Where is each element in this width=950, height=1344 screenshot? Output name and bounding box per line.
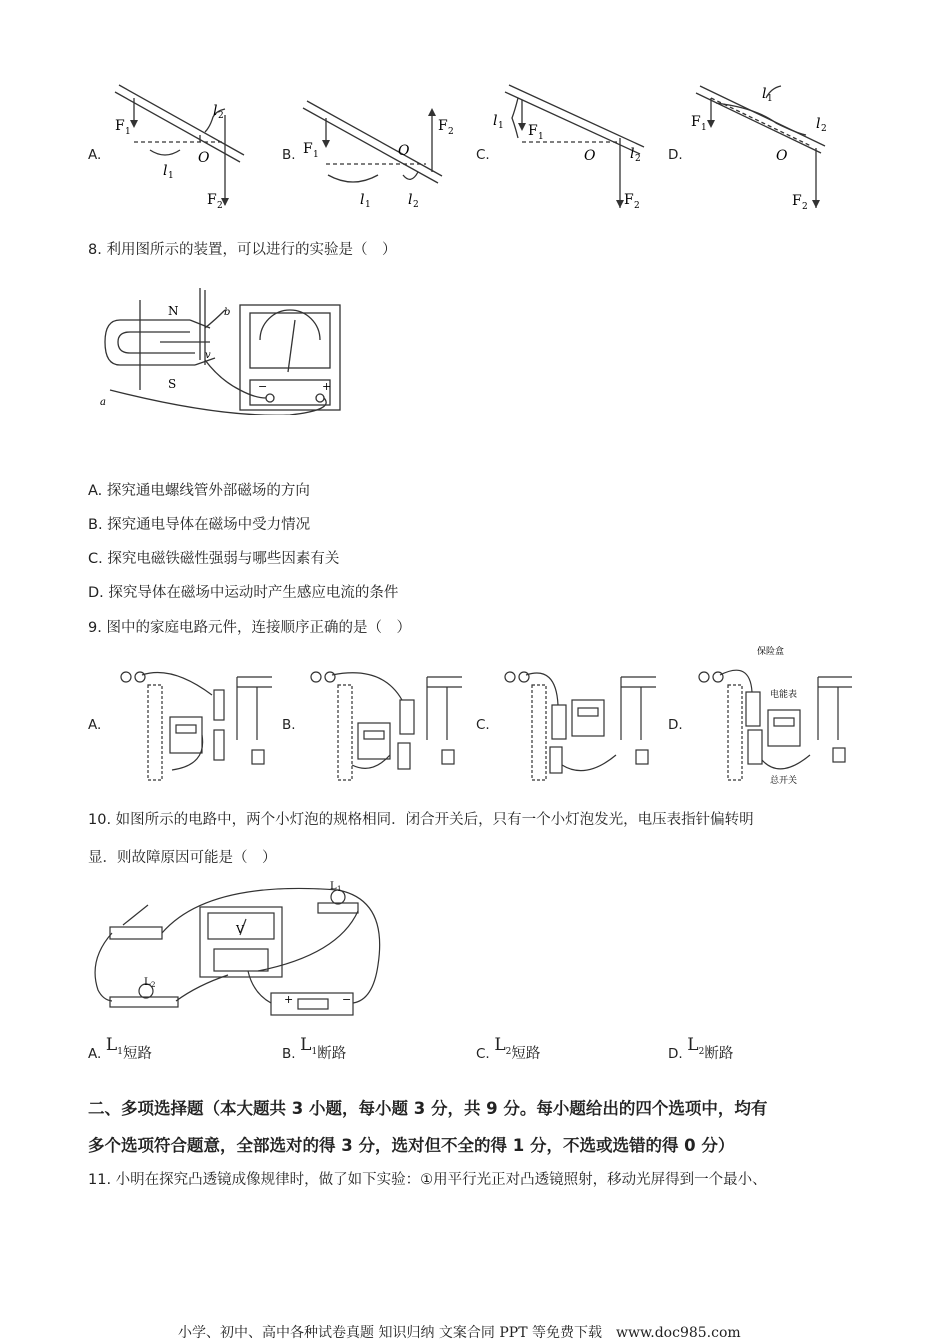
q10-d-letter: D. (668, 1046, 683, 1062)
q9-option-a-figure (112, 655, 282, 785)
q8-a-label: a (100, 397, 106, 408)
q10-stem-line1: 10. 如图所示的电路中，两个小灯泡的规格相同．闭合开关后，只有一个小灯泡发光，电压表指针偏转明 (88, 812, 754, 828)
q7b-l1: l (360, 192, 365, 208)
q10-option-b[interactable] (282, 1035, 347, 1066)
q9d-fuse-box: 保险盒 (757, 647, 785, 657)
q10-a-letter: A. (88, 1046, 102, 1062)
q8-option-c[interactable]: C. 探究电磁铁磁性强弱与哪些因素有关 (88, 551, 340, 567)
q8-v-label: v (205, 350, 211, 361)
q10-stem-line2: 显．则故障原因可能是（ ） (88, 850, 277, 866)
q10-b-sub: 1 (311, 1047, 318, 1057)
page-footer: 小学、初中、高中各种试卷真题 知识归纳 文案合同 PPT 等免费下载 www.doc985.com (178, 1325, 741, 1341)
q10-plus: + (284, 993, 294, 1006)
q9-stem: 9. 图中的家庭电路元件，连接顺序正确的是（ ） (88, 620, 411, 636)
q7c-f2: F (624, 192, 634, 208)
q7c-f1-sub: 1 (538, 132, 544, 142)
q8-plus-label: + (322, 380, 332, 393)
q10-b-sym: L (300, 1035, 312, 1055)
q7-option-a-label[interactable]: A. (88, 147, 102, 163)
q7d-l2-sub: 2 (821, 124, 827, 134)
q10-a-sub: 1 (117, 1047, 123, 1057)
q10-option-a[interactable] (88, 1035, 152, 1066)
q10-figure-circuit (88, 875, 388, 1025)
q10-a-sym: L (105, 1035, 118, 1055)
q7d-l2: l (816, 116, 821, 132)
q7-option-d-figure (686, 78, 836, 215)
q10-d-sub: 2 (698, 1047, 705, 1057)
q7b-f1-sub: 1 (313, 150, 319, 160)
q10-option-c[interactable] (476, 1035, 541, 1066)
q10-l2-label: L (144, 977, 151, 988)
q7a-l2-sub: 2 (218, 111, 224, 121)
q7-option-b-label[interactable]: B. (282, 147, 296, 163)
q7a-f2: F (207, 192, 217, 208)
q9-option-a-label[interactable]: A. (88, 717, 102, 733)
q10-b-letter: B. (282, 1046, 296, 1062)
q7c-l1-sub: 1 (498, 121, 504, 131)
q7d-o: O (776, 148, 788, 164)
q9d-main-switch: 总开关 (770, 776, 798, 786)
q10-d-text: 断路 (704, 1046, 734, 1062)
q7b-l2: l (408, 192, 413, 208)
q8-n-label: N (168, 304, 179, 318)
q7c-l1: l (493, 113, 498, 129)
q9-option-c-figure (496, 655, 666, 785)
q7b-f2: F (438, 118, 448, 134)
q10-c-sub: 2 (505, 1047, 512, 1057)
q8-option-d[interactable]: D. 探究导体在磁场中运动时产生感应电流的条件 (88, 585, 399, 601)
q10-option-d[interactable] (668, 1035, 734, 1066)
q7b-l1-sub: 1 (365, 200, 371, 210)
q7c-o: O (584, 148, 596, 164)
q7-option-c-label[interactable]: C. (476, 147, 490, 163)
q8-minus-label: − (258, 380, 268, 393)
q8-b-label: b (224, 307, 231, 318)
q9-option-b-label[interactable]: B. (282, 717, 296, 733)
q7c-l2: l (630, 146, 635, 162)
q7c-f1: F (528, 123, 538, 139)
q7d-l1: l (762, 86, 767, 102)
q8-stem: 8. 利用图所示的装置，可以进行的实验是（ ） (88, 242, 397, 258)
q7-option-a-figure (105, 80, 245, 215)
q10-a-text: 短路 (122, 1046, 152, 1062)
q7b-f1: F (303, 141, 313, 157)
q7d-f1-sub: 1 (701, 123, 707, 133)
q7-option-c-figure (490, 80, 650, 215)
q9-option-c-label[interactable]: C. (476, 717, 490, 733)
q7a-l2: l (213, 103, 218, 119)
q7a-f1-sub: 1 (125, 127, 131, 137)
section2-heading-line2: 多个选项符合题意，全部选对的得 3 分，选对但不全的得 1 分，不选或选错的得 0 分） (88, 1136, 735, 1155)
q8-s-label: S (168, 377, 177, 391)
q7a-l1-sub: 1 (168, 171, 174, 181)
q10-d-sym: L (687, 1035, 699, 1055)
q7-option-d-label[interactable]: D. (668, 147, 683, 163)
q10-l1-sub: 1 (337, 885, 342, 893)
q9-option-b-figure (302, 655, 472, 785)
q11-stem: 11. 小明在探究凸透镜成像规律时，做了如下实验：①用平行光正对凸透镜照射，移动光屏得到一个最小、 (88, 1172, 767, 1188)
q7d-f1: F (691, 114, 701, 130)
q7a-o: O (198, 150, 210, 166)
q10-v-label: V (236, 923, 244, 936)
q8-option-a[interactable]: A. 探究通电螺线管外部磁场的方向 (88, 483, 310, 499)
q7-option-b-figure (298, 80, 463, 215)
q10-c-letter: C. (476, 1046, 490, 1062)
q10-l2-sub: 2 (151, 981, 156, 989)
q9-option-d-label[interactable]: D. (668, 717, 683, 733)
q8-figure-galvanometer (100, 280, 350, 415)
q10-c-text: 短路 (511, 1046, 541, 1062)
q7c-l2-sub: 2 (635, 154, 641, 164)
q7d-f2-sub: 2 (802, 202, 808, 212)
section2-heading-line1: 二、多项选择题（本大题共 3 小题，每小题 3 分，共 9 分。每小题给出的四个选项中，均有 (88, 1099, 768, 1118)
q10-l1-label: L (330, 881, 337, 892)
q7c-f2-sub: 2 (634, 201, 640, 211)
q7a-f1: F (115, 118, 125, 134)
q7d-l1-sub: 1 (767, 94, 773, 104)
q7b-o: O (398, 143, 410, 159)
q7a-l1: l (163, 163, 168, 179)
q7d-f2: F (792, 193, 802, 209)
q9d-meter: 电能表 (770, 690, 798, 700)
q10-b-text: 断路 (317, 1046, 347, 1062)
q9-option-d-figure (690, 640, 860, 790)
q10-minus: − (342, 993, 352, 1006)
q7b-f2-sub: 2 (448, 127, 454, 137)
q7a-f2-sub: 2 (217, 201, 223, 211)
q10-c-sym: L (494, 1035, 506, 1055)
q8-option-b[interactable]: B. 探究通电导体在磁场中受力情况 (88, 517, 311, 533)
q7b-l2-sub: 2 (413, 200, 419, 210)
